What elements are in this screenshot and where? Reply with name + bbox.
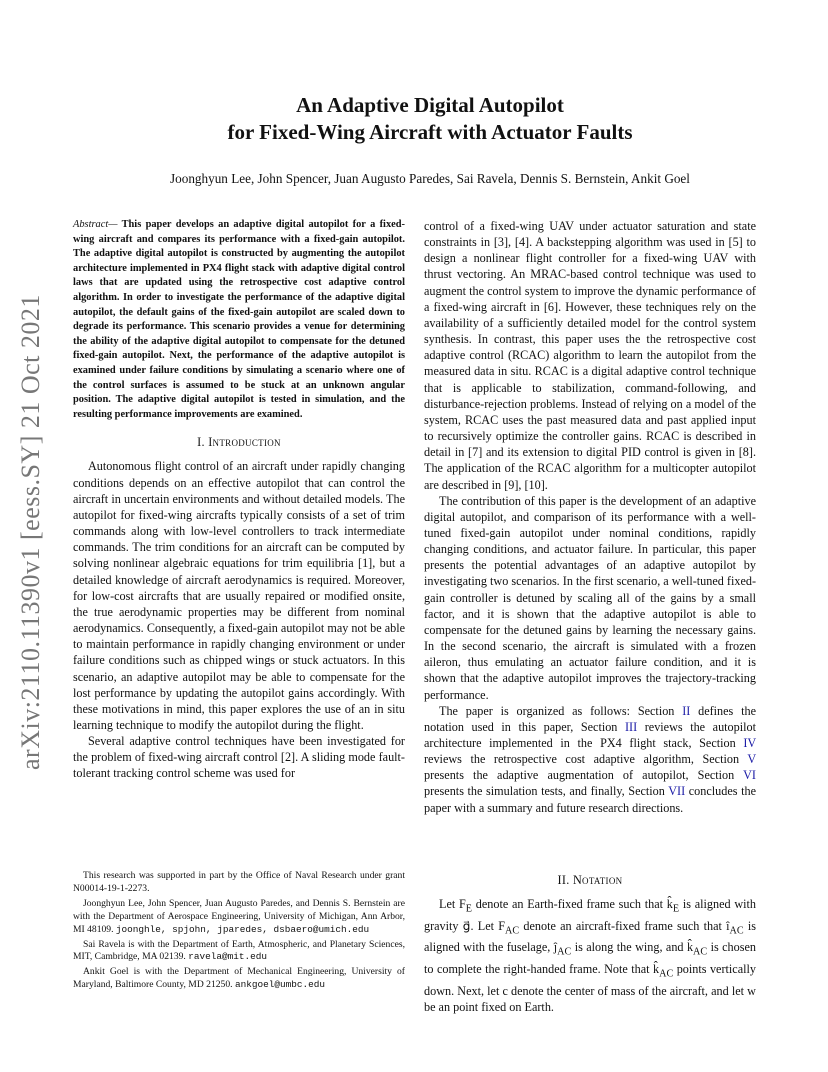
intro-paragraph-1: Autonomous flight control of an aircraft under rapidly changing conditions depends on an effective autopilot that can control the aircraft in uncertain environments and without detailed models. The autopilot for fixed-wing aircrafts typically consists of a set of trim commands along with low-level controllers to track intermediate commands. The trim conditions for an aircraft can be computed by solving nonlinear algebraic equations for trim equilibria [1], but a detailed knowledge of aircraft aerodynamics is required. Moreover, for low-cost aircrafts that are usually repaired or modified onsite, the true aerodynamic properties may be different from nominal aerodynamics. Consequently, a fixed-gain autopilot may not be able to maintain performance in rapidly changing environment or under failure conditions such as chipped wings or stuck actuators. In this scenario, an adaptive autopilot may be able to compensate for the lost performance by updating the autopilot gains accordingly. With these motivations in mind, this paper explores the use of an in situ learning technique to modify the autopilot during the flight. bbox=[73, 459, 405, 732]
notation-text-g: is chosen to complete the right-handed frame. Note that k̂ bbox=[424, 940, 756, 976]
p3-text-d: reviews the retrospective cost adaptive algorithm, Section bbox=[424, 752, 748, 767]
notation-text-b: denote an Earth-fixed frame such that k̂ bbox=[472, 897, 673, 912]
notation-sub-ac1: AC bbox=[505, 925, 520, 937]
footnote-umbc-email: ankgoel@umbc.edu bbox=[234, 979, 325, 991]
notation-sub-ac3: AC bbox=[557, 946, 572, 958]
p3-text-b: defines the notation used in this paper, Section bbox=[424, 703, 756, 734]
abstract bbox=[73, 218, 405, 422]
abstract-label: Abstract— bbox=[73, 219, 118, 230]
notation-text-c: is aligned with gravity g⃗. Let F bbox=[424, 897, 756, 933]
footnote-mit-text: Sai Ravela is with the Department of Earth, Atmospheric, and Planetary Sciences, MIT, Cambridge, MA 02139. bbox=[73, 938, 405, 963]
section-ref-iii[interactable]: III bbox=[624, 719, 638, 734]
abstract-body: This paper develops an adaptive digital autopilot for a fixed-wing aircraft and compares its performance with a fixed-gain autopilot. The adaptive digital autopilot is constructed by augmenting the autopilot architecture implemented in PX4 flight stack with adaptive digital control laws that are updated using the retrospective cost adaptive control algorithm. In order to investigate the performance of the adaptive digital autopilot, the default gains of the fixed-gain autopilot are scaled down to degrade its performance. This scenario provides a venue for determining the ability of the adaptive digital autopilot to compensate for the detuned fixed-gain autopilot. Next, the performance of the adaptive autopilot is examined under failure conditions by simulating a scenario where one of the control surfaces is assumed to be stuck at an unknown angular position. The adaptive digital autopilot is tested in simulation, and the resulting performance improvements are examined. bbox=[73, 219, 405, 420]
right-paragraph-1: control of a fixed-wing UAV under actuator saturation and state constraints in [3], [4]. A backstepping algorithm was used in [5] to design a nonlinear flight controller for a fixed-wing UAV with thrust vectoring. An MRAC-based control technique was used to augment the control system to improve the dynamic performance of a fixed-wing aircraft in [6]. However, these techniques rely on the availability of a sufficiently detailed model for the control system synthesis. In contrast, this paper uses the the retrospective cost adaptive control (RCAC) algorithm to learn the autopilot from the measured data in situ. RCAC is a digital adaptive control technique that is applicable to stabilization, command-following, and disturbance-rejection problems. Instead of relying on a model of the system, RCAC uses the past measured data and past applied input to recursively optimize the controller gains. RCAC is described in detail in [7] and its extension to digital PID control is given in [8]. The application of the RCAC algorithm for a multicopter autopilot are described in [9], [10]. bbox=[424, 219, 756, 492]
notation-sub-ac2: AC bbox=[729, 925, 744, 937]
section-ref-vi[interactable]: VI bbox=[743, 768, 756, 783]
section-heading-introduction: I. Introduction bbox=[197, 435, 281, 450]
paper-title bbox=[80, 92, 780, 146]
arxiv-stamp-text: arXiv:2110.11390v1 [eess.SY] 21 Oct 2021 bbox=[16, 294, 45, 770]
footnote-umich-text: Joonghyun Lee, John Spencer, Juan Augusto Paredes, and Dennis S. Bernstein are with the Department of Aerospace Engineering, University of Michigan, Ann Arbor, MI 48109. bbox=[73, 897, 405, 935]
footnote-umbc-text: Ankit Goel is with the Department of Mechanical Engineering, University of Maryland, Baltimore County, MD 21250. bbox=[73, 966, 405, 991]
notation-section bbox=[424, 872, 756, 1015]
footnote-umich-emails: joonghle, spjohn, jparedes, dsbaero@umich.edu bbox=[115, 923, 370, 935]
section-ref-vii[interactable]: VII bbox=[668, 784, 686, 799]
title-line-2: for Fixed-Wing Aircraft with Actuator Faults bbox=[227, 120, 633, 144]
notation-text-h: points vertically down. Next, let c denote the center of mass of the aircraft, and let w be an point fixed on Earth. bbox=[424, 961, 756, 1014]
right-paragraph-2: The contribution of this paper is the development of an adaptive digital autopilot, and comparison of its performance with a well-tuned fixed-gain autopilot under nominal conditions, rapidly changing conditions, and actuator failure. In particular, this paper presents the potential advantages of an adaptive autopilot by investigating two scenarios. In the first scenario, a well-tuned fixed-gain controller is detuned by scaling all of the gains by a small factor, and it is shown that the adaptive autopilot is able to compensate for the detuned gains by learning the necessary gains. In the second scenario, the aircraft is simulated with a frozen aileron, thus emulating an actuator failure condition, and it is shown that the adaptive autopilot improves the trajectory-tracking performance. bbox=[424, 493, 757, 702]
p3-text-f: presents the simulation tests, and finally, Section bbox=[424, 784, 669, 799]
notation-sub-e2: E bbox=[672, 903, 680, 915]
author-list: Joonghyun Lee, John Spencer, Juan Augusto Paredes, Sai Ravela, Dennis S. Bernstein, Ankit Goel bbox=[170, 171, 690, 186]
footnote-funding: This research was supported in part by the Office of Naval Research under grant N00014-19-1-2273. bbox=[73, 870, 405, 894]
notation-text-e: is aligned with the fuselage, ĵ bbox=[424, 918, 756, 955]
notation-sub-ac4: AC bbox=[693, 946, 708, 958]
right-column bbox=[424, 218, 756, 816]
notation-text-a: Let F bbox=[439, 897, 466, 912]
notation-sub-e1: E bbox=[465, 903, 472, 915]
notation-text-f: is along the wing, and k̂ bbox=[571, 940, 694, 955]
section-heading-notation: II. Notation bbox=[557, 873, 623, 887]
p3-text-e: presents the adaptive augmentation of autopilot, Section bbox=[424, 768, 744, 783]
notation-text-d: denote an aircraft-fixed frame such that î bbox=[519, 918, 730, 933]
notation-paragraph bbox=[424, 896, 756, 1015]
footnotes bbox=[73, 870, 405, 994]
notation-sub-ac5: AC bbox=[659, 968, 674, 980]
section-ref-iv[interactable]: IV bbox=[743, 736, 756, 750]
footnote-umbc bbox=[73, 966, 405, 992]
left-column bbox=[73, 218, 405, 782]
section-ref-v[interactable]: V bbox=[747, 752, 756, 767]
footnote-mit bbox=[73, 939, 405, 965]
footnote-umich bbox=[73, 898, 405, 937]
title-line-1: An Adaptive Digital Autopilot bbox=[296, 93, 564, 117]
p3-text-c: reviews the autopilot architecture implemented in the PX4 flight stack, Section bbox=[424, 719, 756, 750]
footnote-mit-email: ravela@mit.edu bbox=[188, 951, 267, 963]
p3-text-g: concludes the paper with a summary and future research directions. bbox=[424, 784, 757, 815]
intro-paragraph-2: Several adaptive control techniques have been investigated for the problem of fixed-wing aircraft control [2]. A sliding mode fault-tolerant tracking control scheme was used for bbox=[73, 734, 405, 781]
p3-text-a: The paper is organized as follows: Section bbox=[439, 703, 683, 718]
section-ref-ii[interactable]: II bbox=[682, 703, 691, 718]
right-paragraph-3 bbox=[424, 703, 756, 816]
arxiv-stamp bbox=[14, 0, 74, 780]
